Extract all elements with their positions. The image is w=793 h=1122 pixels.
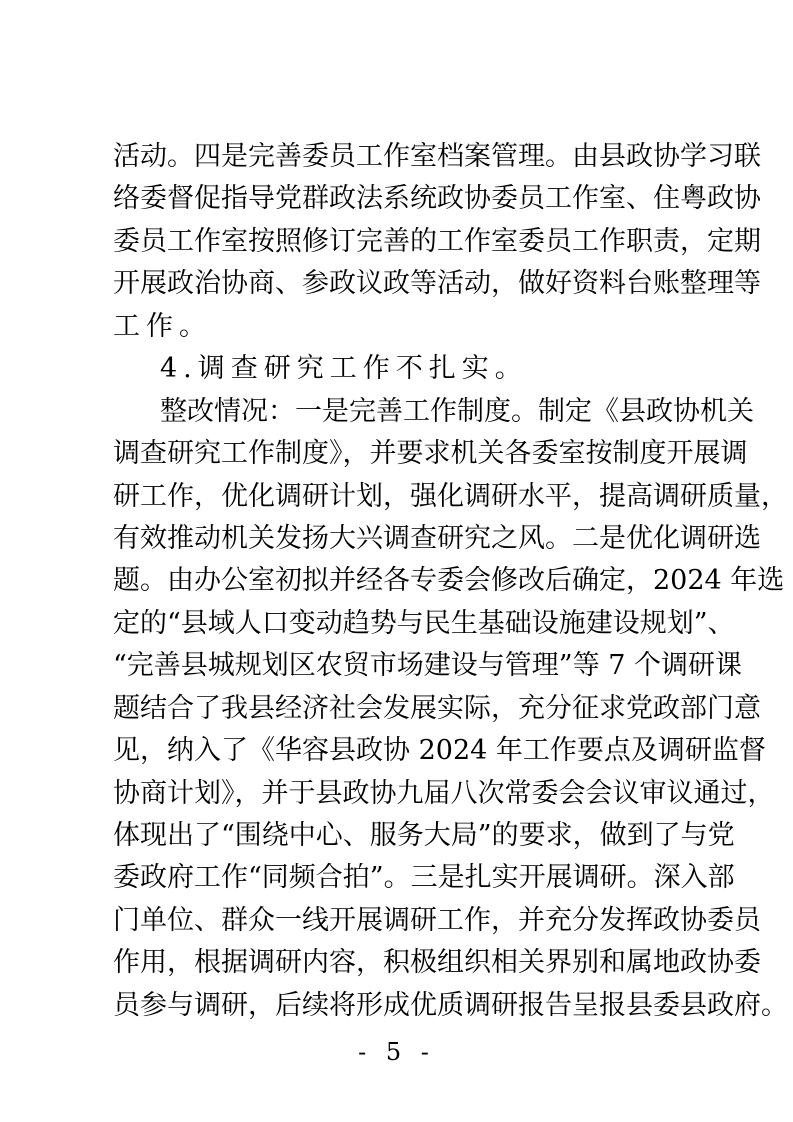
text-line: 员参与调研，后续将形成优质调研报告呈报县委县政府。 (113, 989, 788, 1021)
text-line: 工作。 (113, 310, 212, 342)
text-line: 作用，根据调研内容，积极组织相关界别和属地政协委 (113, 947, 761, 979)
text-line: 见，纳入了《华容县政协 2024 年工作要点及调研监督 (113, 735, 766, 767)
text-line: 研工作，优化调研计划，强化调研水平，提高调研质量， (113, 480, 788, 512)
text-line: 有效推动机关发扬大兴调查研究之风。二是优化调研选 (113, 522, 761, 554)
text-line: 活动。四是完善委员工作室档案管理。由县政协学习联 (113, 141, 761, 172)
text-line: 委政府工作“同频合拍”。三是扎实开展调研。深入部 (113, 862, 735, 894)
text-line: 题结合了我县经济社会发展实际，充分征求党政部门意 (113, 692, 761, 724)
text-line: 开展政治协商、参政议政等活动，做好资料台账整理等 (113, 268, 761, 300)
text-line: 定的“县域人口变动趋势与民生基础设施建设规划”、 (113, 607, 735, 639)
text-line: 络委督促指导党群政法系统政协委员工作室、住粤政协 (113, 183, 761, 215)
text-line: “完善县城规划区农贸市场建设与管理”等 7 个调研课 (113, 650, 742, 682)
document-body (113, 136, 788, 1027)
text-line: 整改情况：一是完善工作制度。制定《县政协机关 (160, 395, 754, 427)
text-line: 协商计划》，并于县政协九届八次常委会会议审议通过， (113, 777, 775, 809)
text-line: 委员工作室按照修订完善的工作室委员工作职责，定期 (113, 225, 761, 257)
text-line: 调查研究工作制度》，并要求机关各委室按制度开展调 (113, 438, 748, 470)
text-line: 题。由办公室初拟并经各专委会修改后确定，2024 年选 (113, 565, 785, 597)
page-number: - 5 - (358, 1038, 435, 1066)
text-line: 门单位、群众一线开展调研工作，并充分发挥政协委员 (113, 904, 761, 936)
section-heading: 4.调查研究工作不扎实。 (160, 353, 528, 385)
text-line: 体现出了“围绕中心、服务大局”的要求，做到了与党 (113, 820, 735, 851)
